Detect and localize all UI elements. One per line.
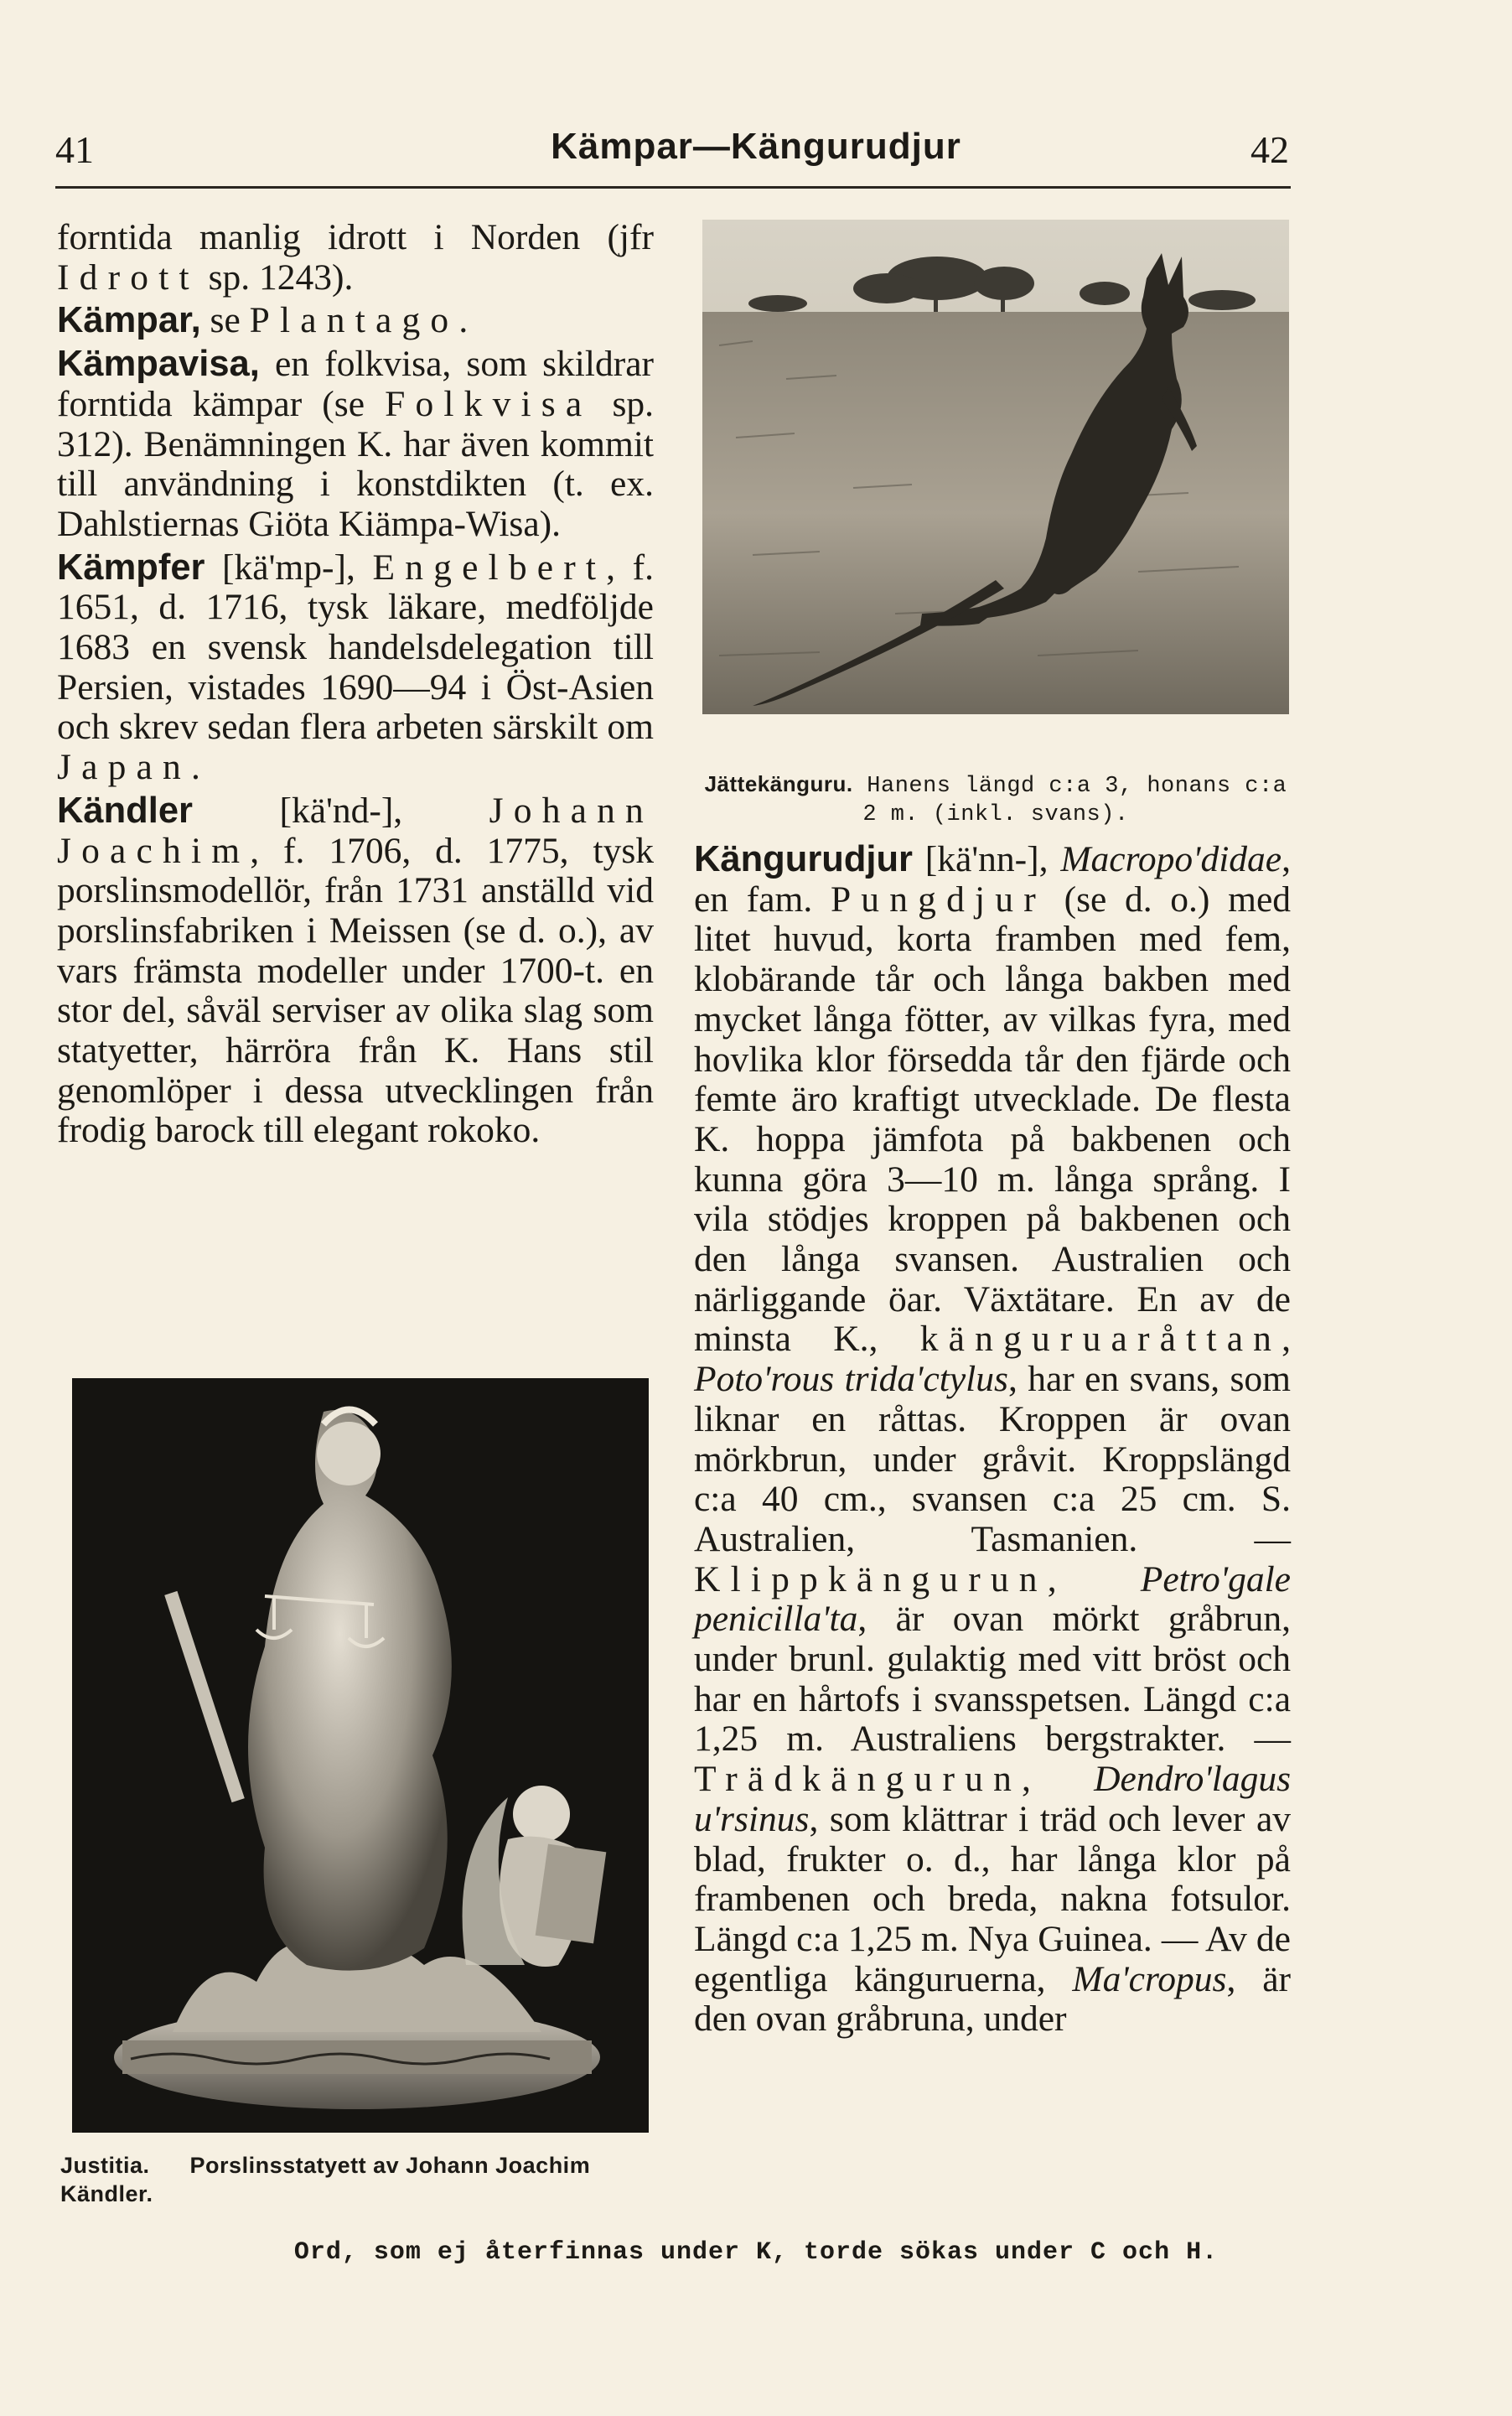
statue-illustration <box>72 1378 649 2133</box>
statue-photo <box>72 1378 649 2133</box>
footer-note: Ord, som ej återfinnas under K, torde sökas under C och H. <box>293 2238 1219 2267</box>
headword: Kämpar, <box>57 300 201 341</box>
left-column <box>57 218 654 1151</box>
kangaroo-caption <box>702 770 1289 829</box>
caption-title: Jättekänguru. <box>704 771 853 796</box>
header-rule <box>55 186 1291 189</box>
entry-kampfer: Kämpfer [kä'mp-], Engelbert, f. 1651, d. 1716, tysk läkare, medföljde 1683 en svensk handelsdelegation till Persien, vistades 1690—94 i Öst-Asien och skrev sedan flera arbeten särskilt om Japan. <box>57 547 654 788</box>
entry-kandler: Kändler [kä'nd-], Johann Joachim, f. 1706, d. 1775, tysk porslinsmodellör, från 1731 anställd vid porslinsfabriken i Meissen (se d. o.), av vars främsta modeller under 1700-t. en stor del, såväl serviser av olika slag som statyetter, härröra från K. Hans stil genomlöper i dessa utvecklingen från frodig barock till elegant rokoko. <box>57 790 654 1151</box>
caption-title: Justitia. <box>60 2153 150 2178</box>
statue-caption <box>60 2151 657 2208</box>
kangaroo-illustration <box>702 220 1289 714</box>
headword: Kängurudjur <box>694 839 913 879</box>
right-column <box>694 840 1291 2040</box>
headword: Kändler <box>57 790 193 831</box>
kangaroo-photo <box>702 220 1289 714</box>
entry-kampar: Kämpar, se Plantago. <box>57 300 469 341</box>
entry-kangurudjur: Kängurudjur [kä'nn-], Macropo'didae, en fam. Pungdjur (se d. o.) med litet huvud, korta framben med fem, klobärande tår och långa bakben med mycket långa fötter, av vilkas fyra, med hovlika klor försedda tår den fjärde och femte äro kraftigt utvecklade. De flesta K. hoppa jämfota på bakbenen och kunna göra 3—10 m. långa språng. I vila stödjes kroppen på bakbenen och den långa svansen. Australien och närliggande öar. Växtätare. En av de minsta K., känguruaråttan, Poto'rous trida'ctylus, har en svans, som liknar en råttas. Kroppen är ovan mörkbrun, under gråvit. Kroppslängd c:a 40 cm., svansen c:a 25 cm. S. Australien, Tasmanien. — Klippkängurun, Petro'gale penicilla'ta, är ovan mörkt gråbrun, under brunl. gulaktig med vitt bröst och har en hårtofs i svansspetsen. Längd c:a 1,25 m. Australiens bergstrakter. — Trädkängurun, Dendro'lagus u'rsinus, som klättrar i träd och lever av blad, frukter o. d., har långa klor på frambenen och breda, nakna fotsulor. Längd c:a 1,25 m. Nya Guinea. — Av de egentliga känguruerna, Ma'cropus, är den ovan gråbruna, under <box>694 839 1291 2040</box>
headword: Kämpavisa, <box>57 344 260 385</box>
page-number-left: 41 <box>55 128 94 171</box>
running-head: Kämpar—Kängurudjur <box>551 126 961 167</box>
caption-text: Porslinsstatyett av Johann Joachim Kändler. <box>60 2153 591 2206</box>
entry-continuation: forntida manlig idrott i Norden (jfr Idrott sp. 1243). <box>57 217 654 298</box>
headword: Kämpfer <box>57 547 205 588</box>
page-number-right: 42 <box>1251 128 1289 171</box>
caption-text: Hanens längd c:a 3, honans c:a 2 m. (inkl. svans). <box>862 774 1287 827</box>
entry-kampavisa: Kämpavisa, en folkvisa, som skildrar forntida kämpar (se Folkvisa sp. 312). Benämningen K. har även kommit till användning i konstdikten (t. ex. Dahlstiernas Giöta Kiämpa-Wisa). <box>57 344 654 544</box>
